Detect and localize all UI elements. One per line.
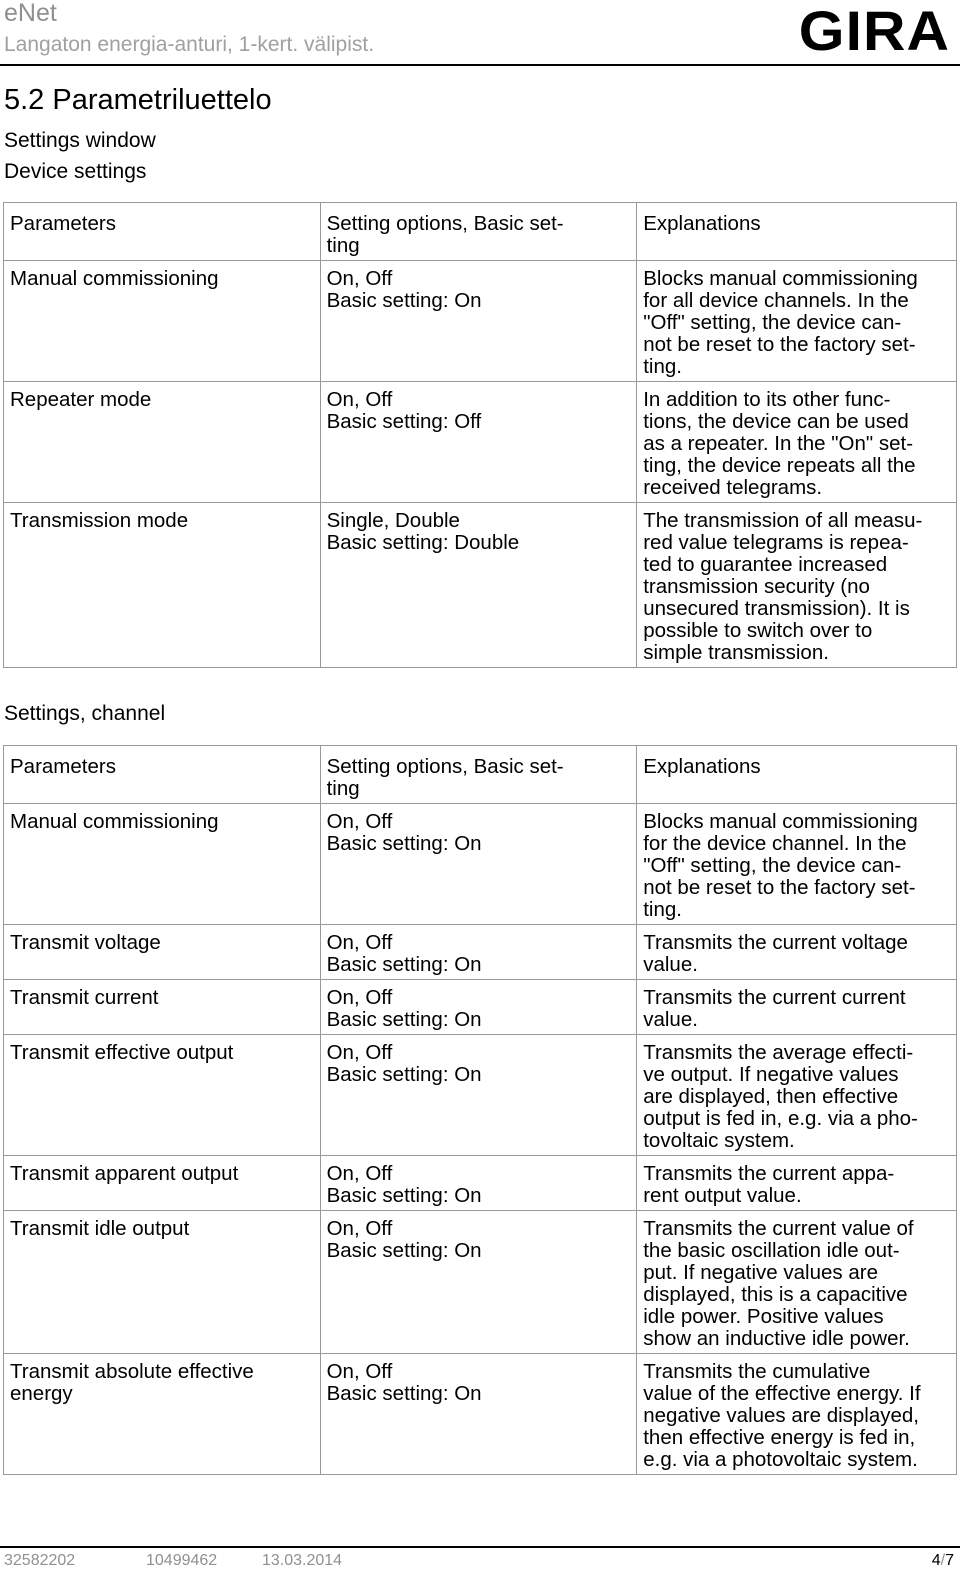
explanation-cell: Transmits the current appa- rent output value. — [637, 1156, 957, 1211]
table-row — [4, 261, 957, 382]
table-row — [4, 1035, 957, 1156]
table-row — [4, 1354, 957, 1475]
channel-settings-heading: Settings, channel — [4, 702, 166, 725]
footer-doc-number: 32582202 — [4, 1552, 76, 1569]
options-cell: On, Off Basic setting: On — [320, 804, 637, 925]
column-header-parameters: Parameters — [4, 203, 321, 261]
page-separator: / — [940, 1552, 946, 1569]
footer-article-number: 10499462 — [146, 1552, 218, 1569]
table-row — [4, 503, 957, 668]
parameter-cell: Manual commissioning — [4, 261, 321, 382]
options-cell: On, Off Basic setting: Off — [320, 382, 637, 503]
table-row — [4, 804, 957, 925]
product-name: eNet — [4, 0, 57, 27]
options-cell: On, Off Basic setting: On — [320, 1156, 637, 1211]
section-title: 5.2 Parametriluettelo — [4, 84, 272, 116]
table-header-row — [4, 203, 957, 261]
options-cell: On, Off Basic setting: On — [320, 261, 637, 382]
footer-divider — [0, 1546, 960, 1548]
table-header-row — [4, 746, 957, 804]
page-current: 4 — [931, 1552, 941, 1569]
table-row — [4, 980, 957, 1035]
parameter-cell: Transmit apparent output — [4, 1156, 321, 1211]
options-cell: On, Off Basic setting: On — [320, 925, 637, 980]
options-cell: On, Off Basic setting: On — [320, 980, 637, 1035]
explanation-cell: Transmits the average effecti- ve output. If negative values are displayed, then effective output is fed in, e.g. via a pho- tovoltaic system. — [637, 1035, 957, 1156]
page-total: 7 — [945, 1552, 954, 1569]
explanation-cell: Transmits the cumulative value of the effective energy. If negative values are displayed, then effective energy is fed in, e.g. via a photovoltaic system. — [637, 1354, 957, 1475]
column-header-options: Setting options, Basic set- ting — [320, 746, 637, 804]
parameter-cell: Repeater mode — [4, 382, 321, 503]
explanation-cell: Transmits the current current value. — [637, 980, 957, 1035]
footer-page-number — [932, 1552, 954, 1570]
parameter-cell: Transmit absolute effective energy — [4, 1354, 321, 1475]
product-subtitle: Langaton energia-anturi, 1-kert. välipist. — [4, 33, 375, 56]
options-cell: On, Off Basic setting: On — [320, 1211, 637, 1354]
options-cell: Single, Double Basic setting: Double — [320, 503, 637, 668]
device-settings-table — [3, 202, 957, 668]
column-header-options: Setting options, Basic set- ting — [320, 203, 637, 261]
parameter-cell: Transmit effective output — [4, 1035, 321, 1156]
parameter-cell: Transmit voltage — [4, 925, 321, 980]
parameter-cell: Transmission mode — [4, 503, 321, 668]
explanation-cell: Transmits the current value of the basic oscillation idle out- put. If negative values are displayed, this is a capacitive idle power. Positive values show an inductive idle power. — [637, 1211, 957, 1354]
column-header-explanations: Explanations — [637, 203, 957, 261]
options-cell: On, Off Basic setting: On — [320, 1354, 637, 1475]
explanation-cell: In addition to its other func- tions, the device can be used as a repeater. In the "On" set- ting, the device repeats all the received telegrams. — [637, 382, 957, 503]
settings-window-heading: Settings window — [4, 129, 156, 152]
table-row — [4, 1156, 957, 1211]
device-settings-heading: Device settings — [4, 160, 147, 183]
column-header-parameters: Parameters — [4, 746, 321, 804]
table-row — [4, 1211, 957, 1354]
header-divider — [0, 64, 960, 66]
channel-settings-table — [3, 745, 957, 1475]
parameter-cell: Transmit current — [4, 980, 321, 1035]
parameter-cell: Manual commissioning — [4, 804, 321, 925]
column-header-explanations: Explanations — [637, 746, 957, 804]
explanation-cell: Transmits the current voltage value. — [637, 925, 957, 980]
gira-logo: GIRA — [798, 0, 950, 62]
table-row — [4, 382, 957, 503]
explanation-cell: Blocks manual commissioning for the device channel. In the "Off" setting, the device can- not be reset to the factory set- ting. — [637, 804, 957, 925]
table-row — [4, 925, 957, 980]
explanation-cell: The transmission of all measu- red value telegrams is repea- ted to guarantee increased transmission security (no unsecured transmission). It is possible to switch over to simple transmission. — [637, 503, 957, 668]
parameter-cell: Transmit idle output — [4, 1211, 321, 1354]
options-cell: On, Off Basic setting: On — [320, 1035, 637, 1156]
explanation-cell: Blocks manual commissioning for all device channels. In the "Off" setting, the device can- not be reset to the factory set- ting. — [637, 261, 957, 382]
footer-date: 13.03.2014 — [262, 1552, 343, 1569]
